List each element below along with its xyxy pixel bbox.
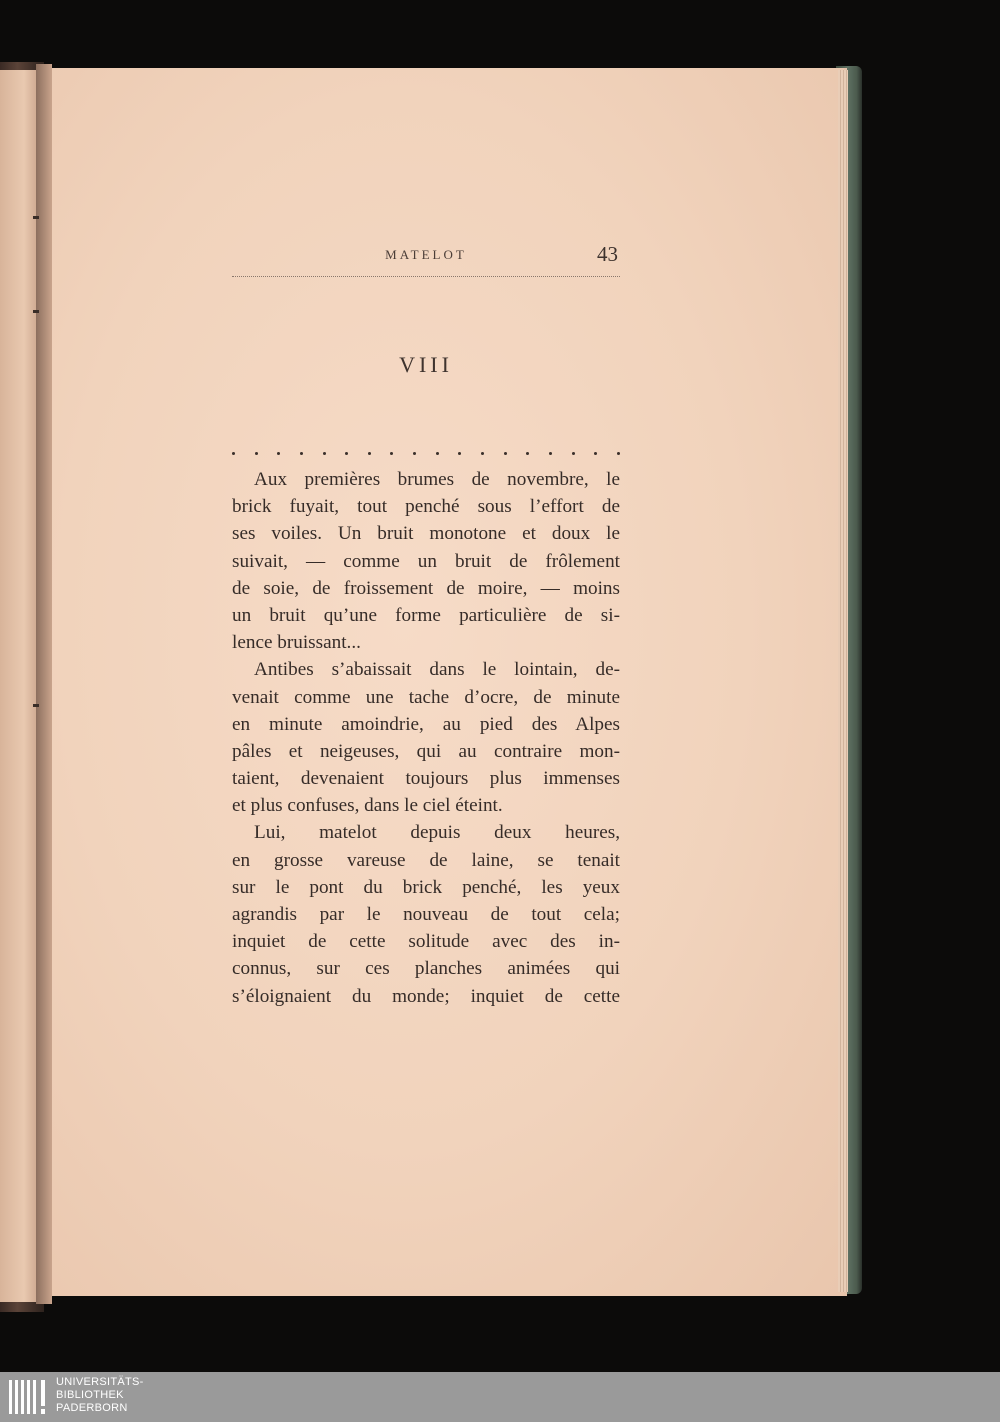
text-line: et plus confuses, dans le ciel éteint. <box>232 795 503 817</box>
ellipsis-dot <box>617 452 620 455</box>
text-line: ses voiles. Un bruit monotone et doux le <box>232 523 620 545</box>
chapter-heading: VIII <box>399 352 453 377</box>
ellipsis-dot <box>255 452 258 455</box>
ellipsis-dot <box>277 452 280 455</box>
ellipsis-dot <box>504 452 507 455</box>
running-header <box>232 240 620 277</box>
running-title: MATELOT <box>385 247 467 262</box>
ellipsis-dot <box>368 452 371 455</box>
ellipsis-dot <box>300 452 303 455</box>
gutter <box>36 64 52 1304</box>
library-name-line: PADERBORN <box>56 1402 128 1414</box>
library-name-line: BIBLIOTHEK <box>56 1389 124 1401</box>
text-line: Aux premières brumes de novembre, le <box>254 469 620 490</box>
page-number: 43 <box>597 242 618 266</box>
ellipsis-dot <box>323 452 326 455</box>
text-line: agrandis par le nouveau de tout cela; <box>232 904 620 925</box>
ellipsis-dot <box>458 452 461 455</box>
text-line: inquiet de cette solitude avec des in- <box>232 931 620 953</box>
text-line: en minute amoindrie, au pied des Alpes <box>232 713 620 735</box>
text-line: brick fuyait, tout penché sous l’effort de <box>232 496 620 518</box>
text-line: Antibes s’abaissait dans le lointain, de- <box>254 659 620 681</box>
library-name-line: UNIVERSITÄTS- <box>56 1376 144 1388</box>
library-footer <box>0 1372 1000 1422</box>
left-page-edge <box>0 70 40 1302</box>
ellipsis-dot <box>549 452 552 455</box>
text-line: Lui, matelot depuis deux heures, <box>254 822 620 844</box>
ellipsis-dot <box>572 452 575 455</box>
text-line: en grosse vareuse de laine, se tenait <box>232 849 620 871</box>
body-text <box>232 466 620 1010</box>
library-name <box>56 1376 144 1415</box>
text-line: pâles et neigeuses, qui au contraire mon- <box>232 740 620 762</box>
text-line: taient, devenaient toujours plus immenses <box>232 768 620 790</box>
binding-mark <box>33 704 39 707</box>
ellipsis-line <box>232 444 620 460</box>
library-logo-icon <box>8 1378 48 1416</box>
text-line: de soie, de froissement de moire, — moins <box>232 577 620 599</box>
text-line: s’éloignaient du monde; inquiet de cette <box>232 985 620 1007</box>
ellipsis-dot <box>481 452 484 455</box>
text-line: un bruit qu’une forme particulière de si- <box>232 604 620 626</box>
ellipsis-dot <box>345 452 348 455</box>
text-line: connus, sur ces planches animées qui <box>232 958 620 980</box>
text-line: venait comme une tache d’ocre, de minute <box>232 686 620 708</box>
ellipsis-dot <box>232 452 235 455</box>
text-line: sur le pont du brick penché, les yeux <box>232 876 620 898</box>
text-line: lence bruissant... <box>232 632 361 654</box>
binding-mark <box>33 310 39 313</box>
ellipsis-dot <box>436 452 439 455</box>
page-edge-stack <box>838 70 848 1292</box>
ellipsis-dot <box>413 452 416 455</box>
binding-mark <box>33 216 39 219</box>
ellipsis-dot <box>594 452 597 455</box>
text-line: suivait, — comme un bruit de frôlement <box>232 550 620 572</box>
ellipsis-dot <box>526 452 529 455</box>
ellipsis-dot <box>390 452 393 455</box>
